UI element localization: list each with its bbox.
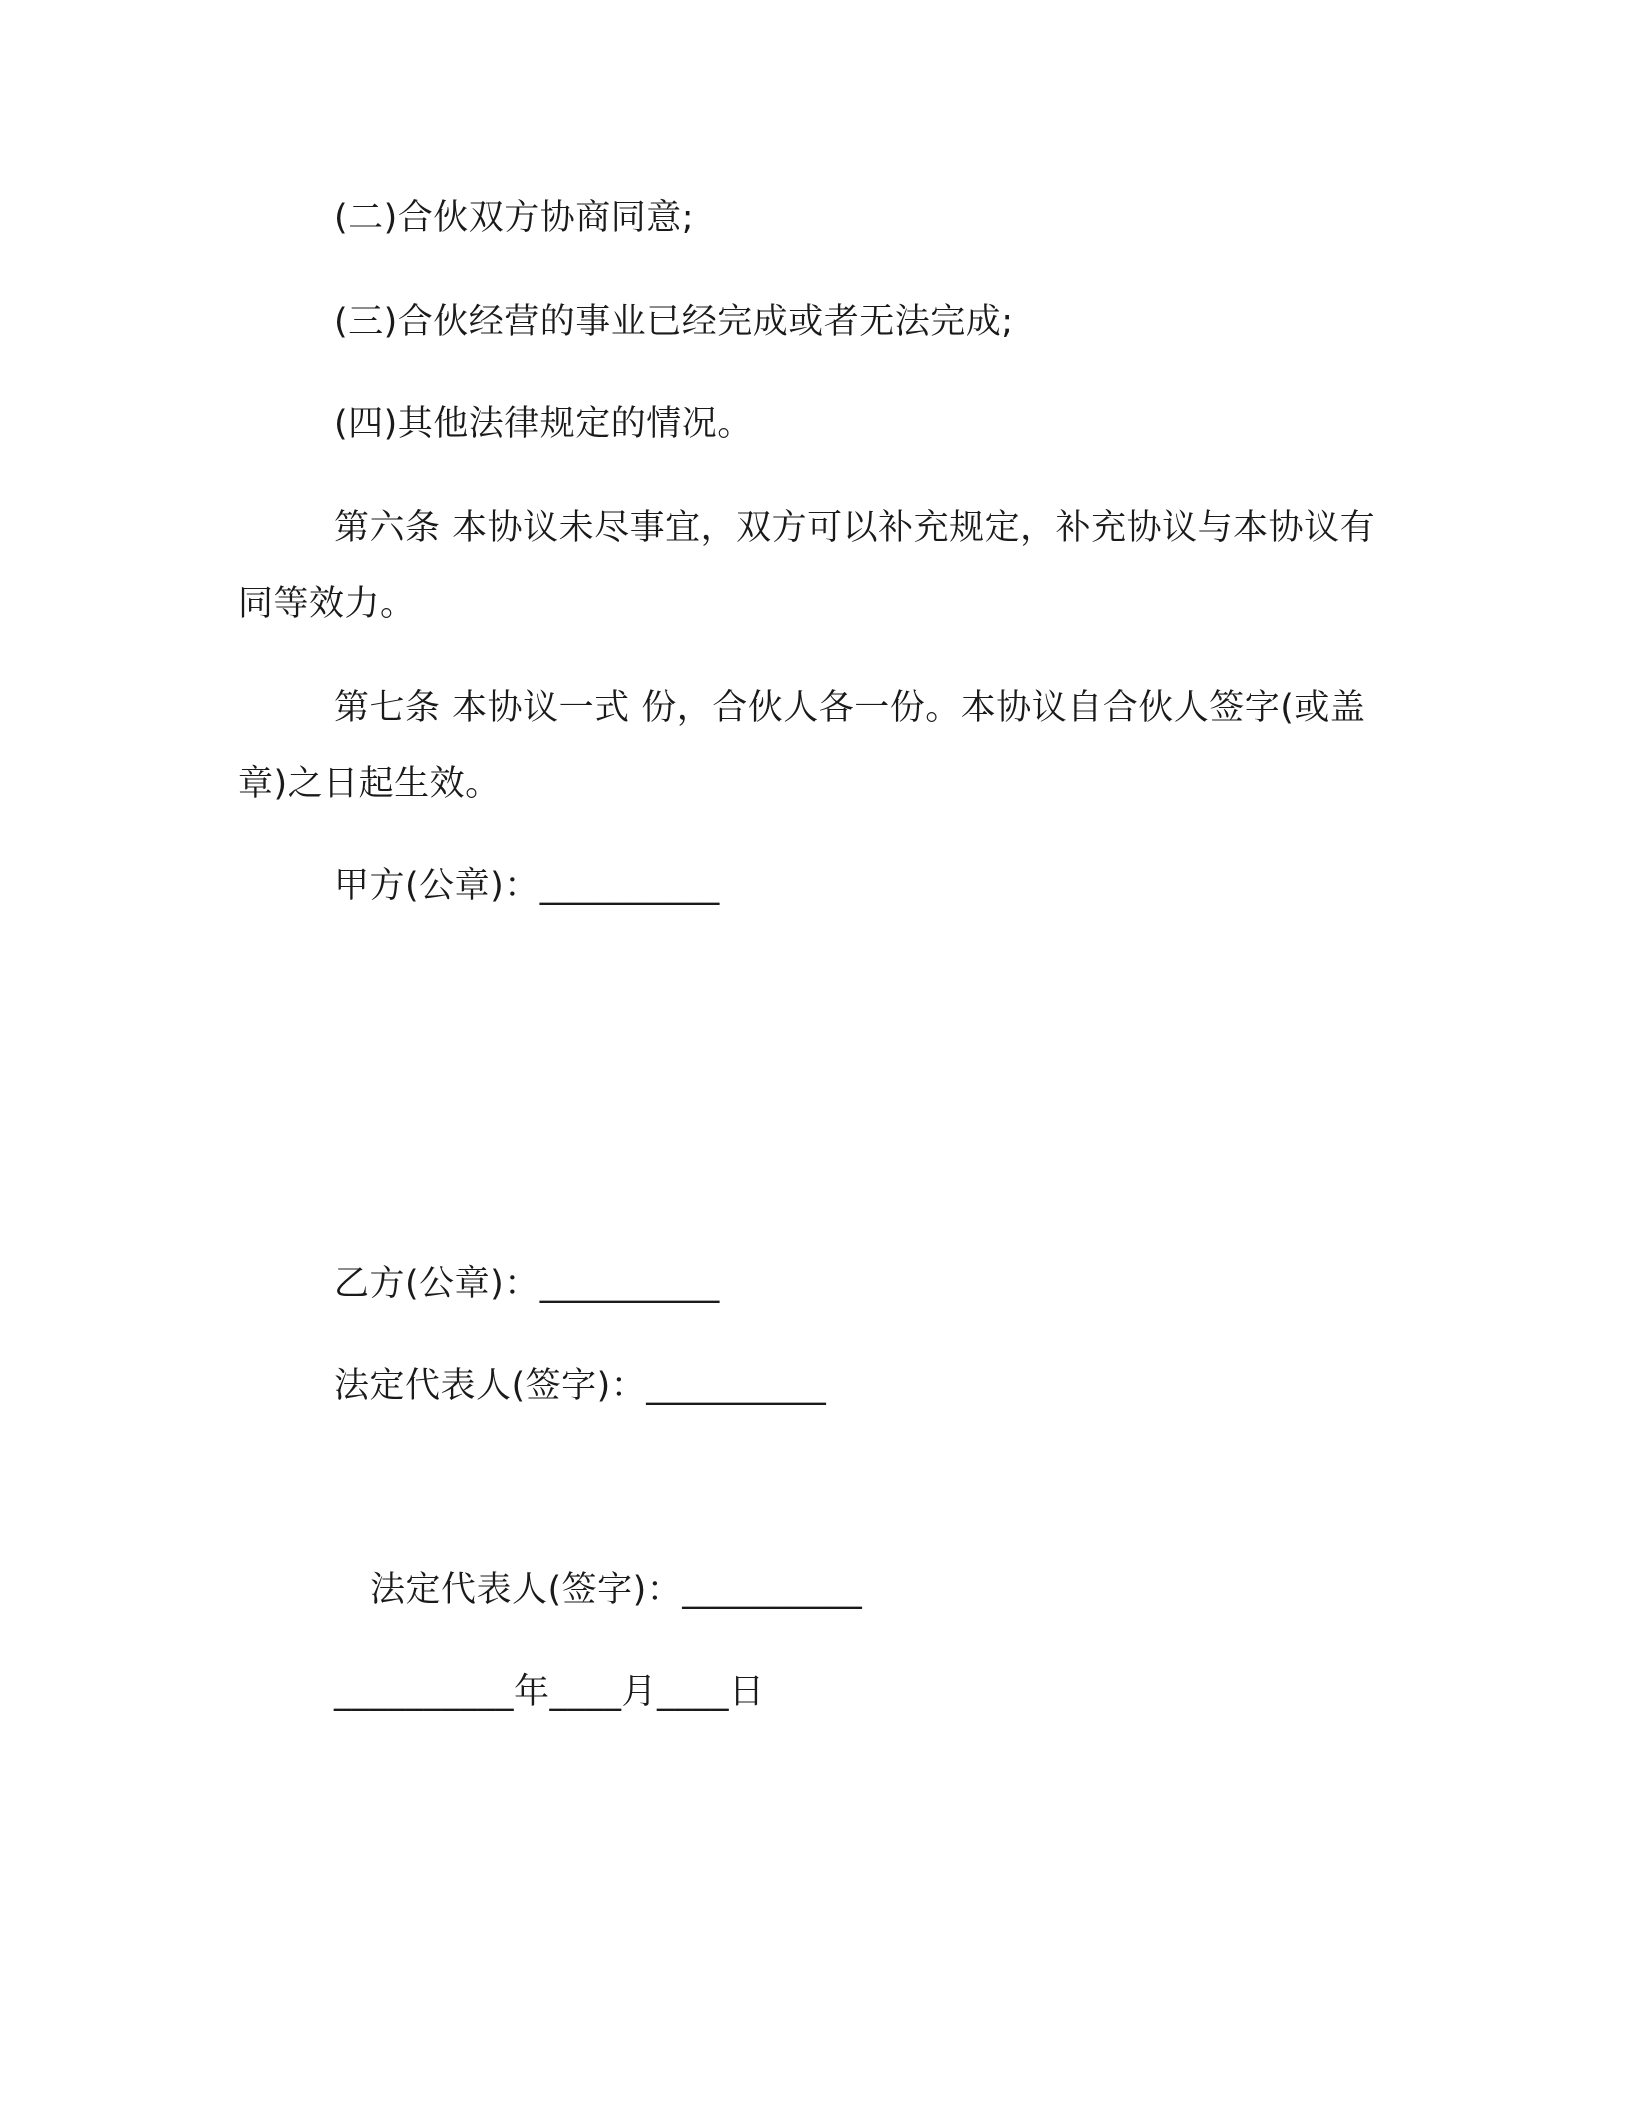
party-a-signature-line: 甲方(公章)：__________ bbox=[334, 866, 720, 906]
clause-three: (三)合伙经营的事业已经完成或者无法完成; bbox=[334, 302, 1014, 342]
legal-representative-line-second: 法定代表人(签字)：__________ bbox=[370, 1570, 863, 1610]
party-b-signature-line: 乙方(公章)：__________ bbox=[334, 1264, 720, 1304]
legal-representative-line: 法定代表人(签字)：__________ bbox=[334, 1366, 827, 1406]
date-line: __________年____月____日 bbox=[334, 1672, 765, 1712]
clause-two: (二)合伙双方协商同意; bbox=[334, 198, 695, 238]
article-seven: 第七条 本协议一式 份，合伙人各一份。本协议自合伙人签字(或盖章)之日起生效。 bbox=[238, 688, 1366, 804]
article-six: 第六条 本协议未尽事宜，双方可以补充规定，补充协议与本协议有同等效力。 bbox=[238, 508, 1376, 624]
clause-four: (四)其他法律规定的情况。 bbox=[334, 404, 753, 444]
